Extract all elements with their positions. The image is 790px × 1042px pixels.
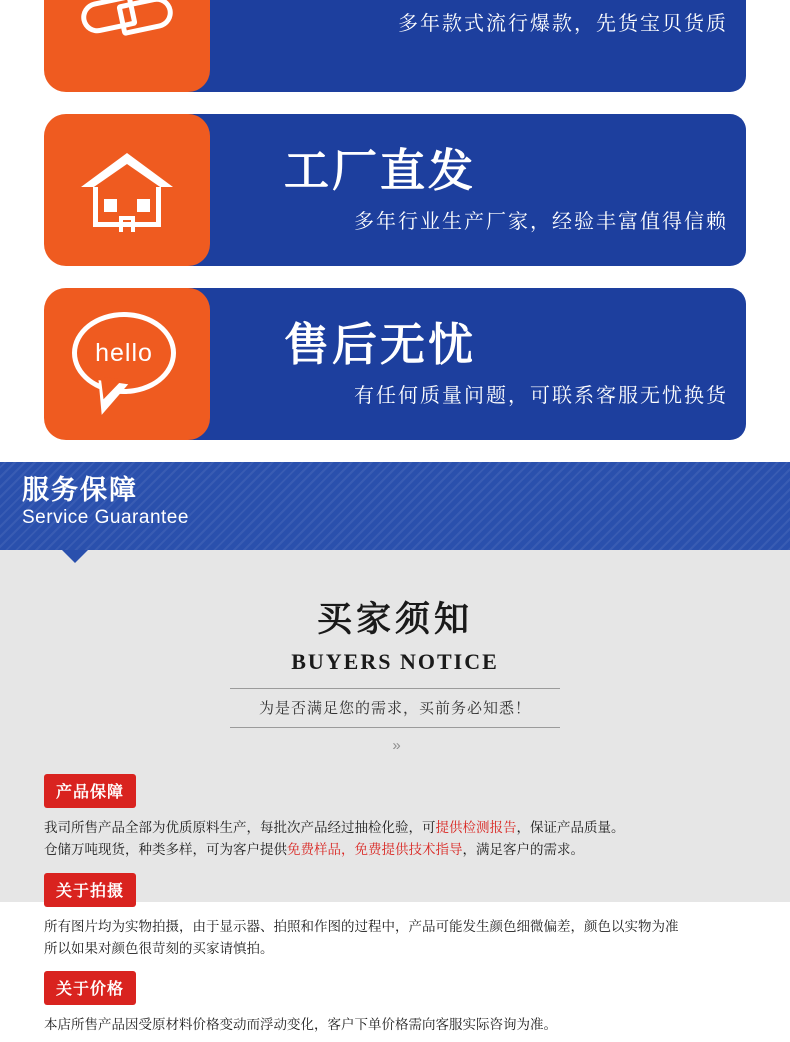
- notice-text: ，保证产品质量。: [516, 820, 625, 835]
- buyers-notice-header: [0, 550, 790, 754]
- buyers-notice-title-en: BUYERS NOTICE: [291, 649, 499, 674]
- service-guarantee-banner: [0, 462, 790, 550]
- feature-card: [44, 0, 746, 92]
- feature-subtitle: 多年款式流行爆款，先货宝贝货质: [398, 12, 728, 35]
- feature-card-body: [164, 114, 746, 266]
- handshake-glyph: [79, 0, 175, 51]
- notice-text: 本店所售产品因受原材料价格变动而浮动变化，客户下单价格需向客服实际咨询为准。: [44, 1017, 557, 1033]
- house-icon: [44, 114, 210, 266]
- notice-body: [44, 817, 746, 861]
- handshake-icon: [44, 0, 210, 92]
- feature-cards-section: [0, 0, 790, 440]
- feature-subtitle: 有任何质量问题，可联系客服无忧换货: [354, 385, 728, 408]
- feature-card-body: [164, 288, 746, 440]
- feature-card: [44, 114, 746, 266]
- notice-text: 所有图片均为实物拍摄，由于显示器、拍照和作图的过程中，产品可能发生颜色细微偏差，颜色以实物为准: [44, 918, 679, 934]
- feature-title: 售后无忧: [284, 318, 477, 370]
- notice-highlight: 提供检测报告: [435, 820, 517, 835]
- notice-heading: 关于拍摄: [44, 873, 136, 907]
- house-glyph: [81, 153, 173, 227]
- notice-line: [44, 839, 746, 861]
- notice-text: 所以如果对颜色很苛刻的买家请慎拍。: [44, 940, 274, 956]
- notice-body: [44, 1014, 746, 1036]
- buyers-notice-title-cn: 买家须知: [316, 600, 473, 639]
- speech-bubble-glyph: [72, 312, 182, 416]
- feature-subtitle: 多年行业生产厂家，经验丰富值得信赖: [354, 211, 728, 234]
- notice-line: [44, 817, 746, 839]
- buyers-notice-tagline: 为是否满足您的需求，买前务必知悉！: [230, 689, 560, 728]
- notice-heading: 产品保障: [44, 774, 136, 808]
- feature-card-body: [164, 0, 746, 92]
- chevron-down-icon: »: [392, 737, 398, 754]
- speech-bubble-icon: [44, 288, 210, 440]
- service-guarantee-title-cn: 服务保障: [22, 475, 138, 505]
- notice-line: [44, 1014, 746, 1036]
- notice-text: ，满足客户的需求。: [462, 841, 584, 857]
- notice-text: 仓储万吨现货，种类多样，可为客户提供: [44, 841, 287, 857]
- notice-line: [44, 916, 746, 938]
- notice-body: [44, 916, 746, 960]
- service-guarantee-title-en: Service Guarantee: [22, 507, 189, 529]
- speech-bubble-label: hello: [95, 338, 153, 367]
- banner-notch: [62, 550, 88, 563]
- notice-highlight: 免费样品，免费提供技术指导: [287, 841, 463, 857]
- feature-title: 工厂直发: [284, 144, 477, 196]
- notice-line: [44, 938, 746, 960]
- feature-card: [44, 288, 746, 440]
- service-guarantee-section: [0, 462, 790, 1033]
- notice-text: 我司所售产品全部为优质原料生产，每批次产品经过抽检化验，可: [44, 820, 436, 835]
- notice-list: [0, 754, 790, 1036]
- notice-heading: 关于价格: [44, 971, 136, 1005]
